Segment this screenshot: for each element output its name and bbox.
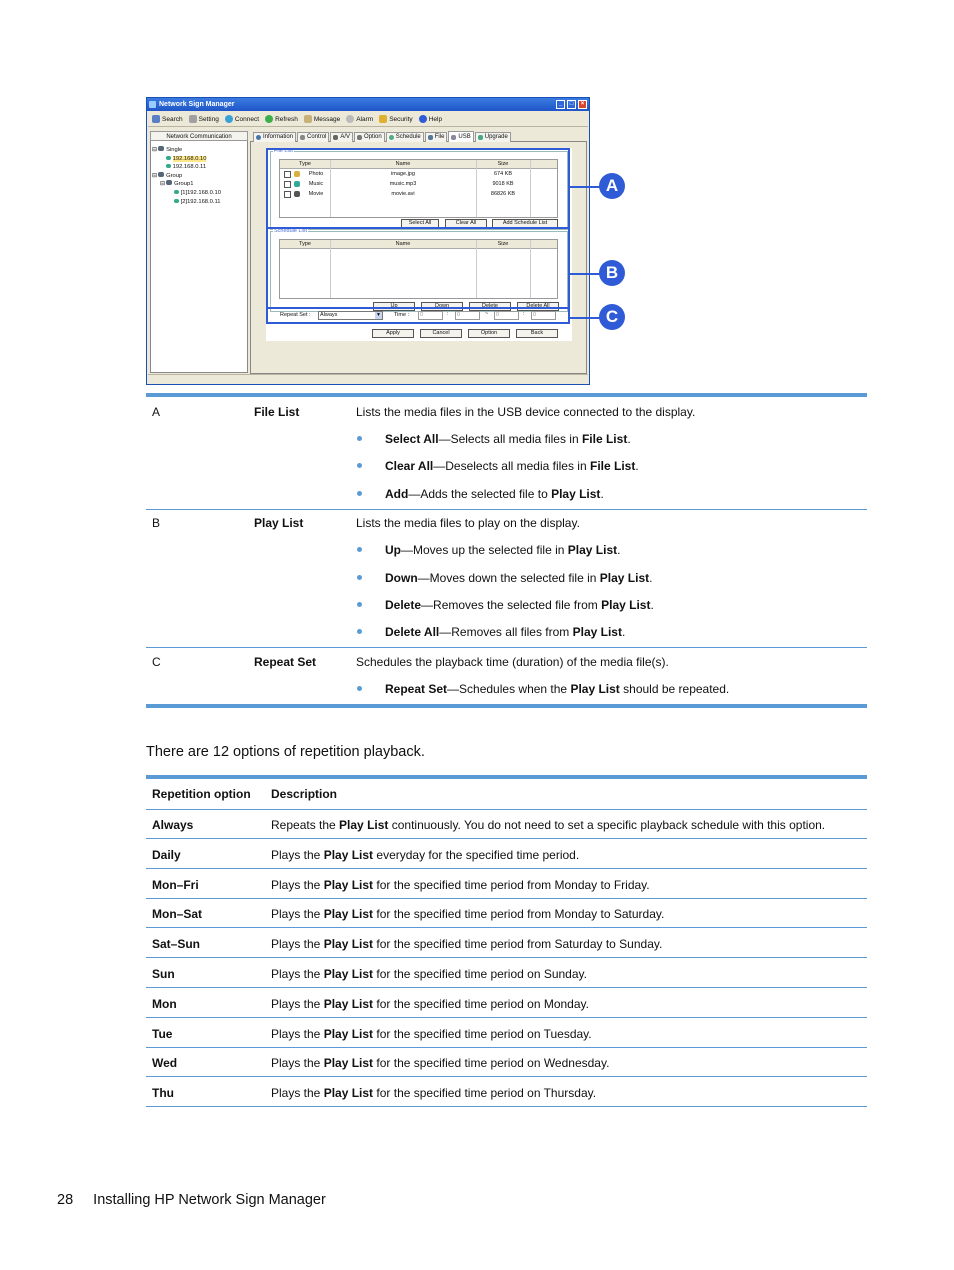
toolbar-security[interactable]: Security [379,115,412,123]
delete-all-button[interactable]: Delete All [517,302,559,311]
row-divider [146,987,867,988]
search-icon [152,115,160,123]
row-description: Lists the media files in the USB device connected to the display. [356,405,696,419]
callout-leader [569,273,603,275]
up-button[interactable]: Up [373,302,415,311]
row-description: Schedules the playback time (duration) of the media file(s). [356,655,669,669]
page-number: 28 [57,1192,74,1208]
bullet-icon [357,463,362,468]
row-divider [146,1076,867,1077]
tab-bar [253,132,511,142]
bullet-icon [357,491,362,496]
table-bottom-rule [146,704,867,708]
toolbar-help[interactable]: Help [419,115,442,123]
bullet-item: Add—Adds the selected file to Play List. [385,487,604,501]
repetition-description: Plays the Play List everyday for the specified time period. [271,848,580,862]
av-icon [333,135,338,140]
start-minute-field[interactable]: 0 [455,311,480,320]
option-button[interactable]: Option [468,329,510,338]
callout-leader [569,317,603,319]
device-tree [152,146,221,206]
window-titlebar [147,98,589,111]
alarm-icon [346,115,354,123]
bullet-icon [357,547,362,552]
repetition-description: Plays the Play List for the specified time period on Wednesday. [271,1056,610,1070]
close-icon[interactable]: × [578,100,587,109]
option-icon [357,135,362,140]
repetition-description: Plays the Play List for the specified time period on Thursday. [271,1086,597,1100]
toolbar-connect[interactable]: Connect [225,115,259,123]
column-header[interactable]: Name [395,161,411,167]
tree-node-group[interactable]: ⊟ Group [152,172,183,179]
back-button[interactable]: Back [516,329,558,338]
row-divider [146,838,867,839]
refresh-icon [265,115,273,123]
lock-icon [379,115,387,123]
toolbar-message[interactable]: Message [304,115,340,123]
callout-box-a [266,148,570,229]
apply-button[interactable]: Apply [372,329,414,338]
toolbar-refresh[interactable]: Refresh [265,115,298,123]
bullet-item: Clear All—Deselects all media files in File List. [385,459,639,473]
row-description: Lists the media files to play on the display. [356,516,580,530]
row-name: Play List [254,516,304,530]
repeat-set-row: Repeat Set : Always ▼ Time : 0 : 0 ~ 0 : 0 [270,309,566,323]
row-name: File List [254,405,300,419]
start-hour-field[interactable]: 0 [418,311,443,320]
display-icon [174,199,179,203]
chevron-down-icon[interactable]: ▼ [376,312,381,318]
tab-av[interactable]: A/V [330,132,353,142]
callout-c: C [599,304,625,330]
column-header: Description [271,787,338,801]
bullet-icon [357,629,362,634]
clear-all-button[interactable]: Clear All [445,219,487,228]
intro-text: There are 12 options of repetition playback. [146,744,425,760]
tab-information[interactable]: Information [253,132,296,142]
tab-control[interactable]: Control [297,132,329,142]
row-divider [146,509,867,510]
upgrade-icon [478,135,483,140]
bullet-item: Delete—Removes the selected file from Play List. [385,598,654,612]
bullet-icon [357,686,362,691]
tree-node-device[interactable]: [2]192.168.0.11 [152,198,221,207]
table-top-rule [146,393,867,397]
file-list-legend: File List [274,148,293,154]
tab-option[interactable]: Option [354,132,385,142]
column-header: Repetition option [152,787,251,801]
repetition-description: Plays the Play List for the specified time period on Tuesday. [271,1027,592,1041]
callout-box-b [266,227,570,309]
page-footer [57,1192,326,1208]
column-header[interactable]: Type [299,161,311,167]
window-title: Network Sign Manager [159,101,235,108]
bullet-item: Delete All—Removes all files from Play List. [385,625,626,639]
connect-icon [225,115,233,123]
group-icon [166,180,172,185]
tree-node-group1[interactable]: ⊟ Group1 [160,181,194,188]
network-icon [158,146,164,151]
repetition-option: Mon [152,997,177,1011]
table-row[interactable]: Photo image.jpg 674 KB [280,169,557,179]
wrench-icon [189,115,197,123]
end-hour-field[interactable]: 0 [494,311,519,320]
app-icon [149,101,156,108]
header-divider [146,809,867,810]
table-top-rule [146,775,867,779]
column-header[interactable]: Name [395,241,411,247]
control-icon [300,135,305,140]
repetition-description: Plays the Play List for the specified time period on Sunday. [271,967,587,981]
end-minute-field[interactable]: 0 [531,311,556,320]
callout-leader [569,186,603,188]
message-icon [304,115,312,123]
tab-usb[interactable]: USB [448,131,473,142]
column-header[interactable]: Type [299,241,311,247]
row-name: Repeat Set [254,655,317,669]
bullet-icon [357,436,362,441]
repetition-option: Wed [152,1056,178,1070]
tree-node-device[interactable]: [1]192.168.0.10 [152,189,221,198]
row-key: C [152,655,161,669]
bullet-item: Select All—Selects all media files in File List. [385,432,631,446]
add-schedule-list-button[interactable]: Add Schedule List [492,219,558,228]
repetition-option: Thu [152,1086,174,1100]
row-divider [146,647,867,648]
callout-box-c [266,307,570,324]
bullet-icon [357,575,362,580]
bullet-item: Up—Moves up the selected file in Play List. [385,543,621,557]
repetition-description: Plays the Play List for the specified time period from Monday to Saturday. [271,907,665,921]
toolbar [148,112,588,127]
bullet-item: Down—Moves down the selected file in Play List. [385,571,653,585]
file-icon [428,135,433,140]
time-label: Time : [394,312,410,318]
callout-b: B [599,260,625,286]
repetition-option: Always [152,818,194,832]
tab-schedule[interactable]: Schedule [386,132,424,142]
toolbar-setting[interactable]: Setting [189,115,219,123]
usb-icon [451,135,456,140]
column-header[interactable]: Size [497,161,509,167]
repetition-option: Sun [152,967,175,981]
minimize-icon[interactable]: _ [556,100,565,109]
delete-button[interactable]: Delete [469,302,511,311]
callout-a: A [599,173,625,199]
tree-node-device[interactable]: 192.168.0.11 [152,163,221,172]
row-key: B [152,516,161,530]
status-bar [148,374,588,383]
select-all-button[interactable]: Select All [401,219,439,228]
table-row[interactable]: Movie movie.avi 86826 KB [280,189,557,199]
row-key: A [152,405,161,419]
help-icon [419,115,427,123]
table-row[interactable]: Music music.mp3 9018 KB [280,179,557,189]
cancel-button[interactable]: Cancel [420,329,462,338]
tree-node-device[interactable]: 192.168.0.10 [152,155,221,164]
row-divider [146,898,867,899]
repetition-description: Repeats the Play List continuously. You do not need to set a specific playback schedule with this option. [271,818,826,832]
display-icon [166,164,171,168]
tab-file[interactable]: File [425,132,448,142]
tab-upgrade[interactable]: Upgrade [475,132,511,142]
clock-icon [389,135,394,140]
row-divider [146,1017,867,1018]
display-icon [174,190,179,194]
bullet-icon [357,602,362,607]
repetition-option: Sat–Sun [152,937,201,951]
toolbar-search[interactable]: Search [152,115,183,123]
display-icon [166,156,171,160]
repetition-option: Mon–Sat [152,907,203,921]
row-divider [146,1106,867,1107]
row-divider [146,868,867,869]
column-header[interactable]: Size [497,241,509,247]
maximize-icon[interactable]: □ [567,100,576,109]
repetition-description: Plays the Play List for the specified time period on Monday. [271,997,589,1011]
toolbar-alarm[interactable]: Alarm [346,115,373,123]
row-divider [146,957,867,958]
repetition-option: Daily [152,848,181,862]
network-icon [158,172,164,177]
repetition-option: Mon–Fri [152,878,199,892]
repetition-option: Tue [152,1027,173,1041]
repetition-description: Plays the Play List for the specified time period from Monday to Friday. [271,878,650,892]
row-divider [146,1047,867,1048]
repetition-description: Plays the Play List for the specified time period from Saturday to Sunday. [271,937,663,951]
info-icon [256,135,261,140]
tree-node-single[interactable]: ⊟ Single [152,147,183,153]
schedule-list-legend: Schedule List [274,228,308,234]
tab-network-communication[interactable]: Network Communication [150,131,248,141]
repeat-set-select[interactable]: Always ▼ [318,311,383,320]
row-divider [146,927,867,928]
section-title: Installing HP Network Sign Manager [93,1192,326,1208]
down-button[interactable]: Down [421,302,463,311]
bullet-item: Repeat Set—Schedules when the Play List should be repeated. [385,682,730,696]
repeat-set-label: Repeat Set : [280,312,311,318]
